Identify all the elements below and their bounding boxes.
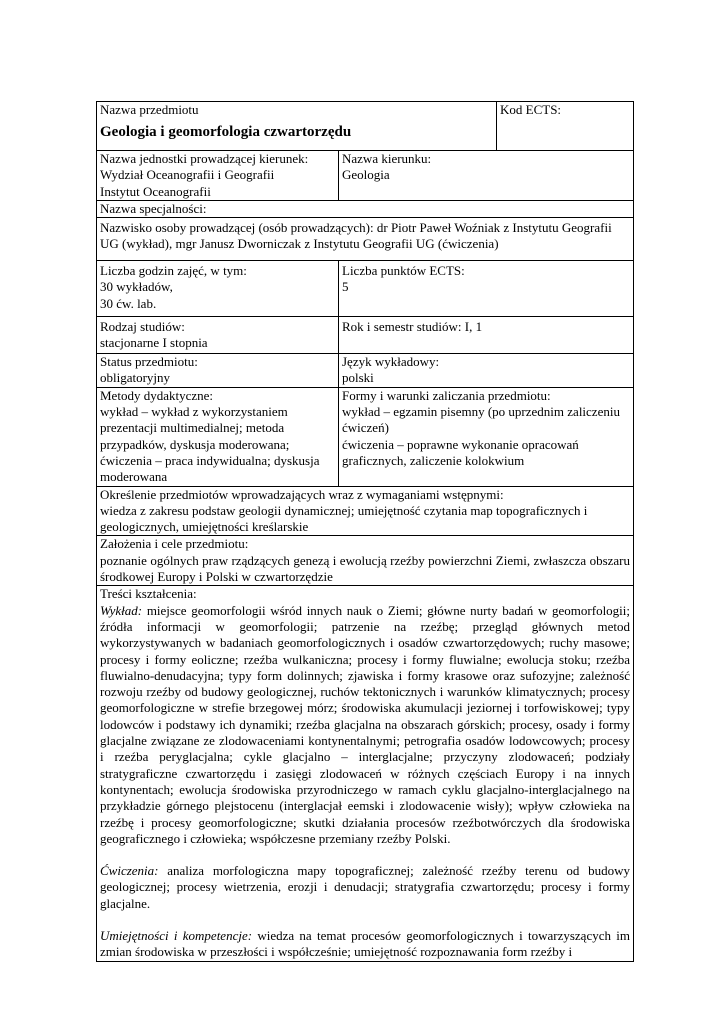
content-skills-label: Umiejętności i kompetencje:: [100, 927, 253, 943]
specialty-row: [97, 200, 634, 217]
methods-cell: [97, 387, 339, 486]
paragraph-spacer: [100, 847, 630, 863]
prerequisites-label: Określenie przedmiotów wprowadzających wraz z wymaganiami wstępnymi:: [100, 486, 504, 502]
hours-cell: [97, 261, 339, 317]
content-exercises-text: analiza morfologiczna mapy topograficznej; zależność rzeźby terenu od budowy geologicznej; procesy wietrzenia, erozji i denudacji; stratygrafia czwartorzędu; procesy i formy glacjalne.: [100, 863, 630, 911]
subject-cell: [97, 102, 497, 151]
assessment-label: Formy i warunki zaliczania przedmiotu:: [342, 387, 551, 403]
methods-value: wykład – wykład z wykorzystaniem prezentacji multimedialnej; metoda przypadków, dyskusja moderowana; ćwiczenia – praca indywidualna; dyskusja moderowana: [100, 404, 320, 485]
content-skills-text: wiedza na temat procesów geomorfologicznych i towarzyszących im zmian środowiska w przeszłości i współcześnie; umiejętność rozpoznawania form rzeźby i: [100, 927, 630, 960]
methods-row: [97, 387, 634, 486]
language-label: Język wykładowy:: [342, 354, 440, 370]
goals-row: [97, 536, 634, 586]
assessment-lecture: wykład – egzamin pisemny (po uprzednim zaliczeniu ćwiczeń): [342, 404, 620, 436]
status-value: obligatoryjny: [100, 370, 171, 386]
ects-code-label: Kod ECTS:: [500, 102, 562, 117]
specialty-cell: [97, 200, 634, 217]
prerequisites-cell: [97, 486, 634, 536]
content-lecture-label: Wykład:: [100, 602, 143, 618]
field-cell: [339, 151, 634, 201]
methods-label: Metody dydaktyczne:: [100, 387, 213, 403]
hours-line-2: 30 ćw. lab.: [100, 295, 157, 311]
content-exercises-label: Ćwiczenia:: [100, 863, 159, 879]
status-cell: [97, 354, 339, 388]
ects-code-cell: [497, 102, 634, 151]
assessment-exercises: ćwiczenia – poprawne wykonanie opracowań graficznych, zaliczenie kolokwium: [342, 436, 579, 468]
subject-name: Geologia i geomorfologia czwartorzędu: [100, 124, 352, 141]
hours-label: Liczba godzin zajęć, w tym:: [100, 263, 247, 279]
study-type-cell: [97, 317, 339, 354]
teachers-label: Nazwisko osoby prowadzącej (osób prowadzących):: [100, 220, 374, 236]
course-syllabus-table: [96, 101, 634, 962]
subject-label: Nazwa przedmiotu: [100, 102, 199, 117]
ects-points-label: Liczba punktów ECTS:: [342, 263, 465, 279]
content-lecture-text: miejsce geomorfologii wśród innych nauk o Ziemi; główne nurty badań w geomorfologii; źródła informacji w geomorfologii; patrzenie na rzeźbę; przegląd głównych metod wykorzystywanych w badaniach geomorfologicznych i osadów czwartorzędowych; ruchy masowe; procesy i formy eoliczne; rzeźba wulkaniczna; procesy i formy fluwialne; ewolucja stoku; rzeźba fluwialno-denudacyjna; typy form dolinnych; zjawiska i formy krasowe oraz sufozyjne; zależność rozwoju rzeźby od budowy geologicznej, ruchów tektonicznych i warunków klimatycznych; procesy geomorfologiczne w strefie brzegowej mórz; środowiska akumulacji jeziornej i torfowiskowej; typy lodowców i podstawy ich dynamiki; rzeźba glacjalna na obszarach górskich; procesy, osady i formy glacjalne związane ze zlodowaceniami kontynentalnymi; petrografia osadów lodowcowych; procesy i rzeźba peryglacjalna; cykle glacjalno – interglacjalne; przyczyny zlodowaceń; podziały stratygraficzne czwartorzędu i zasięgi zlodowaceń w różnych częściach Europy i na innych kontynentach; ewolucja środowiska przyrodniczego w ramach cyklu glacjalno-interglacjalnego na przykładzie górnego plejstocenu (interglacjał eemski i zlodowacenie wisły); wpływ człowieka na rzeźbę i procesy geomorfologiczne; skutki działania procesów rzeźbotwórczych dla środowiska geograficznego i człowieka; współczesne przemiany rzeźby Polski.: [100, 602, 631, 846]
subject-row: [97, 102, 634, 151]
assessment-cell: [339, 387, 634, 486]
content-exercises-paragraph: [100, 863, 630, 912]
language-cell: [339, 354, 634, 388]
content-cell: [97, 586, 634, 961]
year-semester-label: Rok i semestr studiów:: [342, 319, 462, 335]
ects-points-cell: [339, 261, 634, 317]
prerequisites-row: [97, 486, 634, 536]
content-skills-paragraph: [100, 928, 630, 961]
hours-row: [97, 261, 634, 317]
prerequisites-value: wiedza z zakresu podstaw geologii dynamicznej; umiejętność czytania map topograficznych i geologicznych, umiejętności kreślarskie: [100, 502, 588, 535]
unit-label: Nazwa jednostki prowadzącej kierunek:: [100, 151, 309, 166]
study-type-value: stacjonarne I stopnia: [100, 335, 208, 351]
goals-value: poznanie ogólnych praw rządzących genezą i ewolucją rzeźby powierzchni Ziemi, zwłaszcza obszaru środkowej Europy i Polski w czwartorzędzie: [100, 552, 630, 585]
language-value: polski: [342, 370, 374, 386]
ects-points-value: 5: [342, 279, 349, 295]
study-type-row: [97, 317, 634, 354]
teachers-cell: [97, 218, 634, 261]
field-value: Geologia: [342, 167, 390, 183]
year-semester-cell: [339, 317, 634, 354]
study-type-label: Rodzaj studiów:: [100, 319, 185, 335]
year-semester-value: I, 1: [464, 319, 483, 335]
field-label: Nazwa kierunku:: [342, 151, 432, 166]
unit-line-2: Instytut Oceanografii: [100, 183, 211, 199]
unit-line-1: Wydział Oceanografii i Geografii: [100, 167, 275, 183]
content-lecture-paragraph: [100, 603, 630, 847]
content-label: Treści kształcenia:: [100, 586, 197, 602]
unit-row: [97, 151, 634, 201]
specialty-label: Nazwa specjalności:: [100, 200, 207, 216]
teachers-value: dr Piotr Paweł Woźniak z Instytutu Geografii UG (wykład), mgr Janusz Dworniczak z Instytutu Geografii UG (ćwiczenia): [100, 220, 612, 252]
unit-cell: [97, 151, 339, 201]
hours-line-1: 30 wykładów,: [100, 279, 173, 295]
paragraph-spacer: [100, 912, 630, 928]
teachers-row: [97, 218, 634, 261]
status-label: Status przedmiotu:: [100, 354, 198, 370]
goals-label: Założenia i cele przedmiotu:: [100, 536, 249, 552]
goals-cell: [97, 536, 634, 586]
content-row: [97, 586, 634, 961]
status-row: [97, 354, 634, 388]
